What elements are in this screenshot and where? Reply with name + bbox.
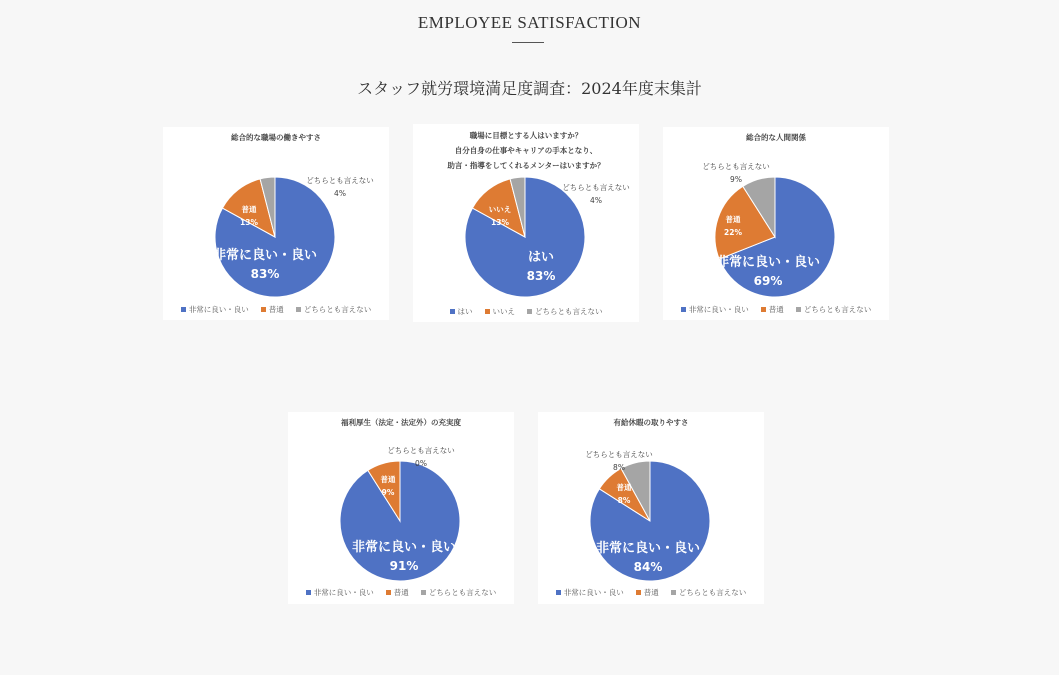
legend-label: 普通 xyxy=(768,305,784,314)
slice-category-label: どちらとも言えない xyxy=(702,162,770,171)
legend-item xyxy=(261,304,284,315)
legend-item xyxy=(181,304,249,315)
slice-category-label: 非常に良い・良い xyxy=(212,248,318,263)
slice-value-label: 9% xyxy=(730,175,742,184)
pie-chart xyxy=(413,124,639,322)
slice-value-label: 83% xyxy=(526,269,556,283)
slice-category-label: どちらとも言えない xyxy=(585,450,653,459)
slice-category-label: どちらとも言えない xyxy=(387,446,455,455)
slice-value-label: 0% xyxy=(415,459,427,468)
slice-category-label: 普通 xyxy=(380,475,396,484)
legend-label: 非常に良い・良い xyxy=(688,305,749,314)
legend-swatch xyxy=(261,307,266,312)
pie-chart xyxy=(663,127,889,320)
slice-value-label: 4% xyxy=(590,196,602,205)
legend-label: いいえ xyxy=(492,307,515,316)
legend-label: はい xyxy=(457,307,473,316)
pie-chart-card xyxy=(288,412,514,604)
section-divider xyxy=(512,42,544,43)
legend-item xyxy=(306,587,374,598)
slice-value-label: 91% xyxy=(389,559,419,573)
section-label: EMPLOYEE SATISFACTION xyxy=(417,13,642,32)
slice-category-label: 非常に良い・良い xyxy=(351,540,457,555)
legend-swatch xyxy=(306,590,311,595)
legend-label: 普通 xyxy=(393,588,409,597)
slice-category-label: どちらとも言えない xyxy=(306,176,374,185)
slice-category-label: 非常に良い・良い xyxy=(715,255,821,270)
legend-swatch xyxy=(485,309,490,314)
legend-swatch xyxy=(556,590,561,595)
chart-title-line: 助言・指導をしてくれるメンターはいますか？ xyxy=(447,161,605,170)
chart-legend xyxy=(413,306,639,317)
pie-chart-card xyxy=(413,124,639,322)
legend-swatch xyxy=(386,590,391,595)
legend-label: どちらとも言えない xyxy=(303,305,372,314)
chart-title-line: 自分自身の仕事やキャリアの手本となり、 xyxy=(454,146,598,155)
chart-title-line: 職場に目標とする人はいますか？ xyxy=(469,131,583,140)
pie-chart xyxy=(288,412,514,604)
chart-title-line: 福利厚生（法定・法定外）の充実度 xyxy=(341,418,461,427)
legend-swatch xyxy=(296,307,301,312)
slice-category-label: 普通 xyxy=(241,205,257,214)
page-title: スタッフ就労環境満足度調査：2024年度末集計 xyxy=(357,79,702,98)
chart-title-line: 有給休暇の取りやすさ xyxy=(613,418,689,427)
slice-value-label: 22% xyxy=(724,228,742,237)
chart-legend xyxy=(163,304,389,315)
slice-value-label: 69% xyxy=(753,274,783,288)
legend-item xyxy=(681,304,749,315)
legend-item xyxy=(386,587,409,598)
legend-item xyxy=(671,587,747,598)
legend-swatch xyxy=(181,307,186,312)
pie-chart-card xyxy=(538,412,764,604)
legend-swatch xyxy=(636,590,641,595)
legend-label: 普通 xyxy=(268,305,284,314)
slice-category-label: 普通 xyxy=(725,215,741,224)
legend-label: 普通 xyxy=(643,588,659,597)
legend-item xyxy=(636,587,659,598)
legend-item xyxy=(421,587,497,598)
legend-item xyxy=(796,304,872,315)
chart-legend xyxy=(538,587,764,598)
slice-value-label: 84% xyxy=(633,560,663,574)
legend-label: 非常に良い・良い xyxy=(313,588,374,597)
chart-legend xyxy=(663,304,889,315)
chart-legend xyxy=(288,587,514,598)
legend-label: どちらとも言えない xyxy=(803,305,872,314)
slice-value-label: 83% xyxy=(250,267,280,281)
slice-value-label: 13% xyxy=(491,218,509,227)
slice-category-label: はい xyxy=(527,250,555,265)
legend-item xyxy=(761,304,784,315)
slice-category-label: 非常に良い・良い xyxy=(595,541,701,556)
pie-chart xyxy=(538,412,764,604)
legend-item xyxy=(450,306,473,317)
chart-title-line: 総合的な職場の働きやすさ xyxy=(231,133,321,142)
legend-swatch xyxy=(761,307,766,312)
legend-swatch xyxy=(450,309,455,314)
slice-value-label: 9% xyxy=(381,488,395,497)
legend-label: どちらとも言えない xyxy=(428,588,497,597)
legend-label: 非常に良い・良い xyxy=(188,305,249,314)
pie-chart-card xyxy=(163,127,389,320)
slice-value-label: 8% xyxy=(613,463,625,472)
legend-swatch xyxy=(527,309,532,314)
slice-category-label: 普通 xyxy=(616,483,632,492)
pie-chart xyxy=(163,127,389,320)
legend-label: どちらとも言えない xyxy=(678,588,747,597)
slice-value-label: 4% xyxy=(334,189,346,198)
slice-value-label: 13% xyxy=(240,218,258,227)
chart-title-line: 総合的な人間関係 xyxy=(746,133,806,142)
legend-item xyxy=(556,587,624,598)
slice-category-label: どちらとも言えない xyxy=(562,183,630,192)
legend-item xyxy=(527,306,603,317)
legend-swatch xyxy=(681,307,686,312)
legend-label: どちらとも言えない xyxy=(535,307,603,316)
legend-swatch xyxy=(796,307,801,312)
slice-value-label: 8% xyxy=(617,496,631,505)
legend-swatch xyxy=(421,590,426,595)
slice-category-label: いいえ xyxy=(488,205,512,214)
legend-swatch xyxy=(671,590,676,595)
legend-item xyxy=(485,306,516,317)
legend-label: 非常に良い・良い xyxy=(563,588,624,597)
legend-item xyxy=(296,304,372,315)
pie-chart-card xyxy=(663,127,889,320)
